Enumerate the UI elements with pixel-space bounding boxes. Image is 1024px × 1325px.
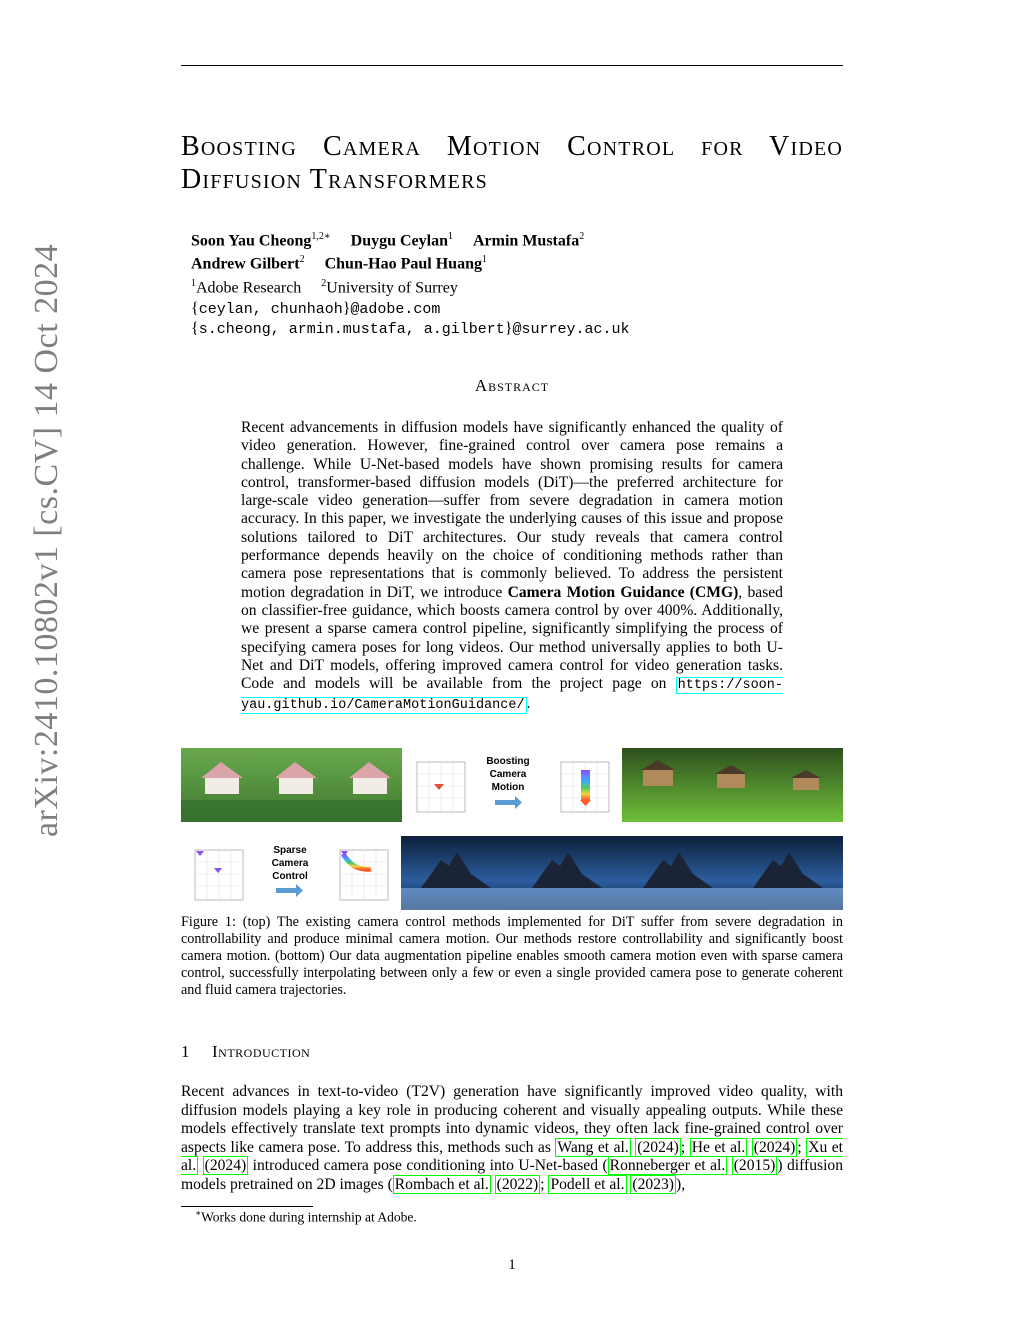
page-number: 1 [508,1257,516,1273]
top-camera-plot-after [561,762,609,812]
citation-link[interactable]: He et al. [691,1138,746,1156]
email-adobe: {ceylan, chunhaoh}@adobe.com [191,299,441,318]
top-input-frames [181,748,402,822]
citation-year-link[interactable]: (2024) [753,1138,796,1156]
arxiv-stamp: arXiv:2410.10802v1 [cs.CV] 14 Oct 2024 [28,243,65,837]
citation-year-link[interactable]: (2023) [632,1175,674,1193]
boosting-camera-motion-label [486,756,529,809]
sparse-label-line1: Sparse [273,845,307,856]
sparse-camera-control-label [272,845,309,897]
citation-year-link[interactable]: (2024) [637,1138,679,1156]
email-surrey: {s.cheong, armin.mustafa, a.gilbert}@surrey.ac.uk [191,319,630,338]
abstract-heading: Abstract [474,376,550,395]
section-heading-introduction: 1 Introduction [181,1042,311,1061]
citation-year-link[interactable]: (2024) [204,1157,247,1175]
bottom-camera-plot-dense [340,850,388,900]
footnote: ∗Works done during internship at Adobe. [195,1208,417,1225]
affiliations: $^1$Adobe Research $^2$University of Surrey [191,277,458,296]
boosting-label-line2: Camera [489,769,527,780]
project-url-link[interactable]: https://soon-yau.github.io/CameraMotionGuidance/ [241,678,783,714]
author-block [191,227,629,339]
sparse-label-line3: Control [272,871,308,882]
top-rule [181,65,843,66]
footnote-rule [181,1206,313,1207]
arrow-right-icon [495,796,522,809]
author-name: Chun-Hao Paul Huang [324,255,482,273]
figure-1-graphic [181,748,843,910]
author-name: Armin Mustafa [473,232,580,250]
title-line-1: Boosting Camera Motion Control for Video [181,131,844,162]
citation-year-link[interactable]: (2022) [496,1175,539,1193]
author-name: Duygu Ceylan [350,232,448,250]
citation-link[interactable]: Xu et al. [181,1138,843,1175]
boosting-label-line3: Motion [491,782,525,793]
citation-year-link[interactable]: (2015) [733,1157,776,1175]
citation-link[interactable]: Podell et al. [550,1175,625,1193]
paper-title [181,130,843,196]
figure-1 [181,748,843,910]
author-row-1: Soon Yau Cheong$^{1,2∗}$ Duygu Ceylan$^1$ Armin Mustafa$^2$ [191,231,585,250]
bottom-output-frames [401,836,843,910]
citation-link[interactable]: Rombach et al. [394,1175,489,1193]
bottom-camera-plot-sparse [195,850,243,900]
author-row-2: Andrew Gilbert$^2$ Chun-Hao Paul Huang$^1$ [191,254,487,273]
title-line-2: Diffusion Transformers [181,164,488,195]
citation-link[interactable]: Ronneberger et al. [609,1157,726,1175]
sparse-label-line2: Camera [271,858,309,869]
arrow-right-icon [276,884,303,897]
boosting-label-line1: Boosting [486,756,530,767]
top-camera-plot-before [417,762,465,812]
figure-1-caption: Figure 1: (top) The existing camera control methods implemented for DiT suffer from severe degradation in controllability and produce minimal camera motion. Our methods restore controllability and significantly boost camera motion. (bottom) Our data augmentation pipeline enables smooth camera motion even with sparse camera control, successfully interpolating between only a few or even a single provided camera pose to generate coherent and fluid camera trajectories. [181,914,843,998]
introduction-paragraph: Recent advances in text-to-video (T2V) generation have significantly improved video quality, with diffusion models playing a key role in producing coherent and visually appealing outputs. While these models effectively translate text prompts into dynamic videos, they often lack fine-grained control over aspects like camera pose. To address this, methods such as Wang et al. (2024) ; He et al. (2024) ; Xu et al. (2024) introduced camera pose conditioning into U-Net-based ( Ronneberger et al. (2015) ) diffusion models pretrained on 2D images ( Rombach et al. (2022) ; Podell et al. (2023) ), [181,1083,843,1193]
author-name: Andrew Gilbert [191,255,300,273]
abstract-text: Recent advancements in diffusion models have significantly enhanced the quality of video generation. However, fine-grained control over camera pose remains a challenge. While U-Net-based models have shown promising results for camera control, transformer-based diffusion models (DiT)—the preferred architecture for large-scale video generation—suffer from severe degradation in camera motion accuracy. In this paper, we investigate the underlying causes of this issue and propose solutions tailored to DiT architectures. Our study reveals that camera control performance depends heavily on the choice of conditioning methods rather than camera pose representations that is commonly believed. To address the persistent motion degradation in DiT, we introduce Camera Motion Guidance (CMG), based on classifier-free guidance, which boosts camera control by over 400%. Additionally, we present a sparse camera control pipeline, significantly simplifying the process of specifying camera poses for long videos. Our method universally applies to both U-Net and DiT models, offering improved camera control for video generation tasks. Code and models will be available from the project page on https://soon-yau.github.io/CameraMotionGuidance/ . [241,419,783,714]
citation-link[interactable]: Wang et al. [557,1138,629,1156]
top-output-frames [622,748,843,822]
author-name: Soon Yau Cheong [191,232,312,250]
